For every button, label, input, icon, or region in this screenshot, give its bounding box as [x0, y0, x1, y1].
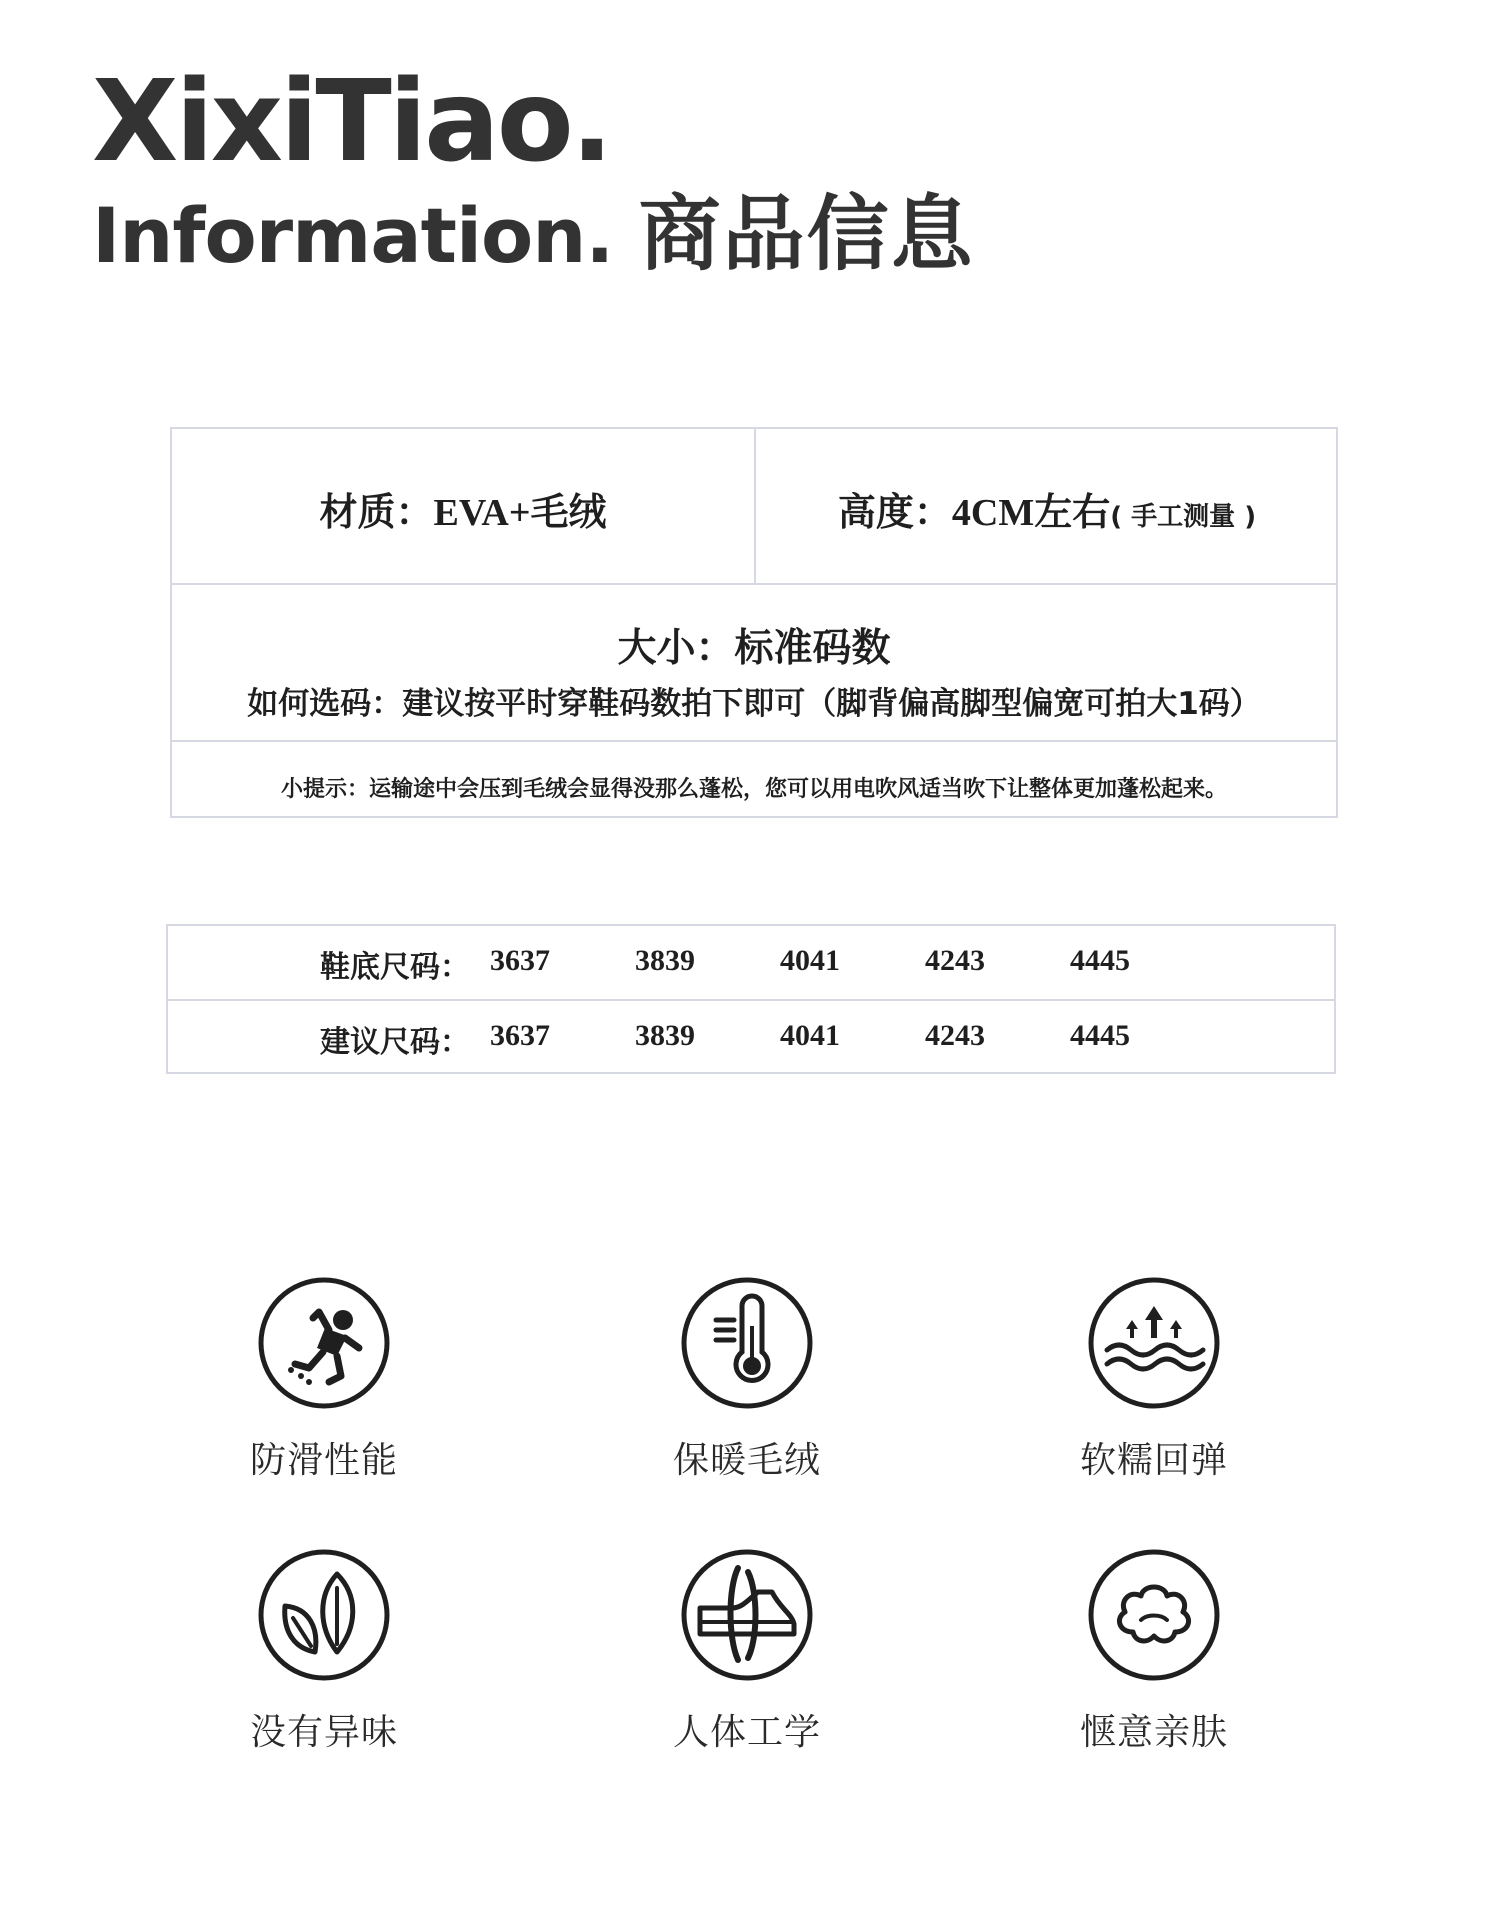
- divider: [172, 583, 1336, 585]
- size-value: 3839: [635, 1019, 695, 1052]
- feature-label: 防滑性能: [249, 1440, 398, 1481]
- size-value: 4445: [1070, 1019, 1130, 1052]
- feature-item: [617, 1276, 877, 1483]
- height-label: 高度：: [837, 490, 952, 534]
- height-value: 4CM左右: [951, 492, 1111, 534]
- subtitle-cn: 商品信息: [638, 187, 975, 282]
- size-info: 大小：标准码数: [617, 626, 891, 671]
- table-row: [168, 1001, 1334, 1073]
- soft-rebound-icon: [1087, 1276, 1221, 1410]
- feature-label: 软糯回弹: [1079, 1440, 1228, 1481]
- material-info: [172, 481, 754, 536]
- feature-item: [194, 1548, 454, 1755]
- brand-title: XixiTiao.: [92, 57, 611, 187]
- thermometer-icon: [680, 1276, 814, 1410]
- size-value: 4445: [1070, 944, 1130, 977]
- feature-item: [194, 1276, 454, 1483]
- size-value: 3839: [635, 944, 695, 977]
- size-value: 4041: [780, 1019, 840, 1052]
- feature-label: 保暖毛绒: [672, 1440, 821, 1481]
- feature-item: [1024, 1276, 1284, 1483]
- height-info: [756, 481, 1338, 536]
- row-label: 鞋底尺码：: [320, 950, 470, 985]
- height-note: ( 手工测量 ): [1110, 502, 1257, 532]
- divider: [172, 740, 1336, 742]
- ergonomic-shoe-icon: [680, 1548, 814, 1682]
- page-subtitle: [92, 187, 975, 282]
- feature-item: [617, 1548, 877, 1755]
- anti-slip-icon: [257, 1276, 391, 1410]
- material-value: EVA+毛绒: [433, 492, 607, 534]
- feature-label: 没有异味: [249, 1712, 398, 1753]
- size-value: 4041: [780, 944, 840, 977]
- care-tip: 小提示：运输途中会压到毛绒会显得没那么蓬松，您可以用电吹风适当吹下让整体更加蓬松起来。: [280, 777, 1227, 802]
- feature-item: [1024, 1548, 1284, 1755]
- feature-label: 人体工学: [672, 1712, 821, 1753]
- leaf-icon: [257, 1548, 391, 1682]
- size-guide: 如何选码：建议按平时穿鞋码数拍下即可（脚背偏高脚型偏宽可拍大1码）: [247, 686, 1261, 722]
- size-value: 4243: [925, 1019, 985, 1052]
- row-label: 建议尺码：: [320, 1025, 470, 1060]
- size-value: 3637: [490, 1019, 550, 1052]
- product-info-table: [170, 427, 1338, 818]
- size-value: 4243: [925, 944, 985, 977]
- subtitle-en: Information.: [92, 191, 614, 280]
- size-value: 3637: [490, 944, 550, 977]
- table-row: [168, 926, 1334, 998]
- size-chart: [166, 924, 1336, 1074]
- cotton-icon: [1087, 1548, 1221, 1682]
- feature-label: 惬意亲肤: [1079, 1712, 1228, 1753]
- material-label: 材质：: [319, 490, 434, 534]
